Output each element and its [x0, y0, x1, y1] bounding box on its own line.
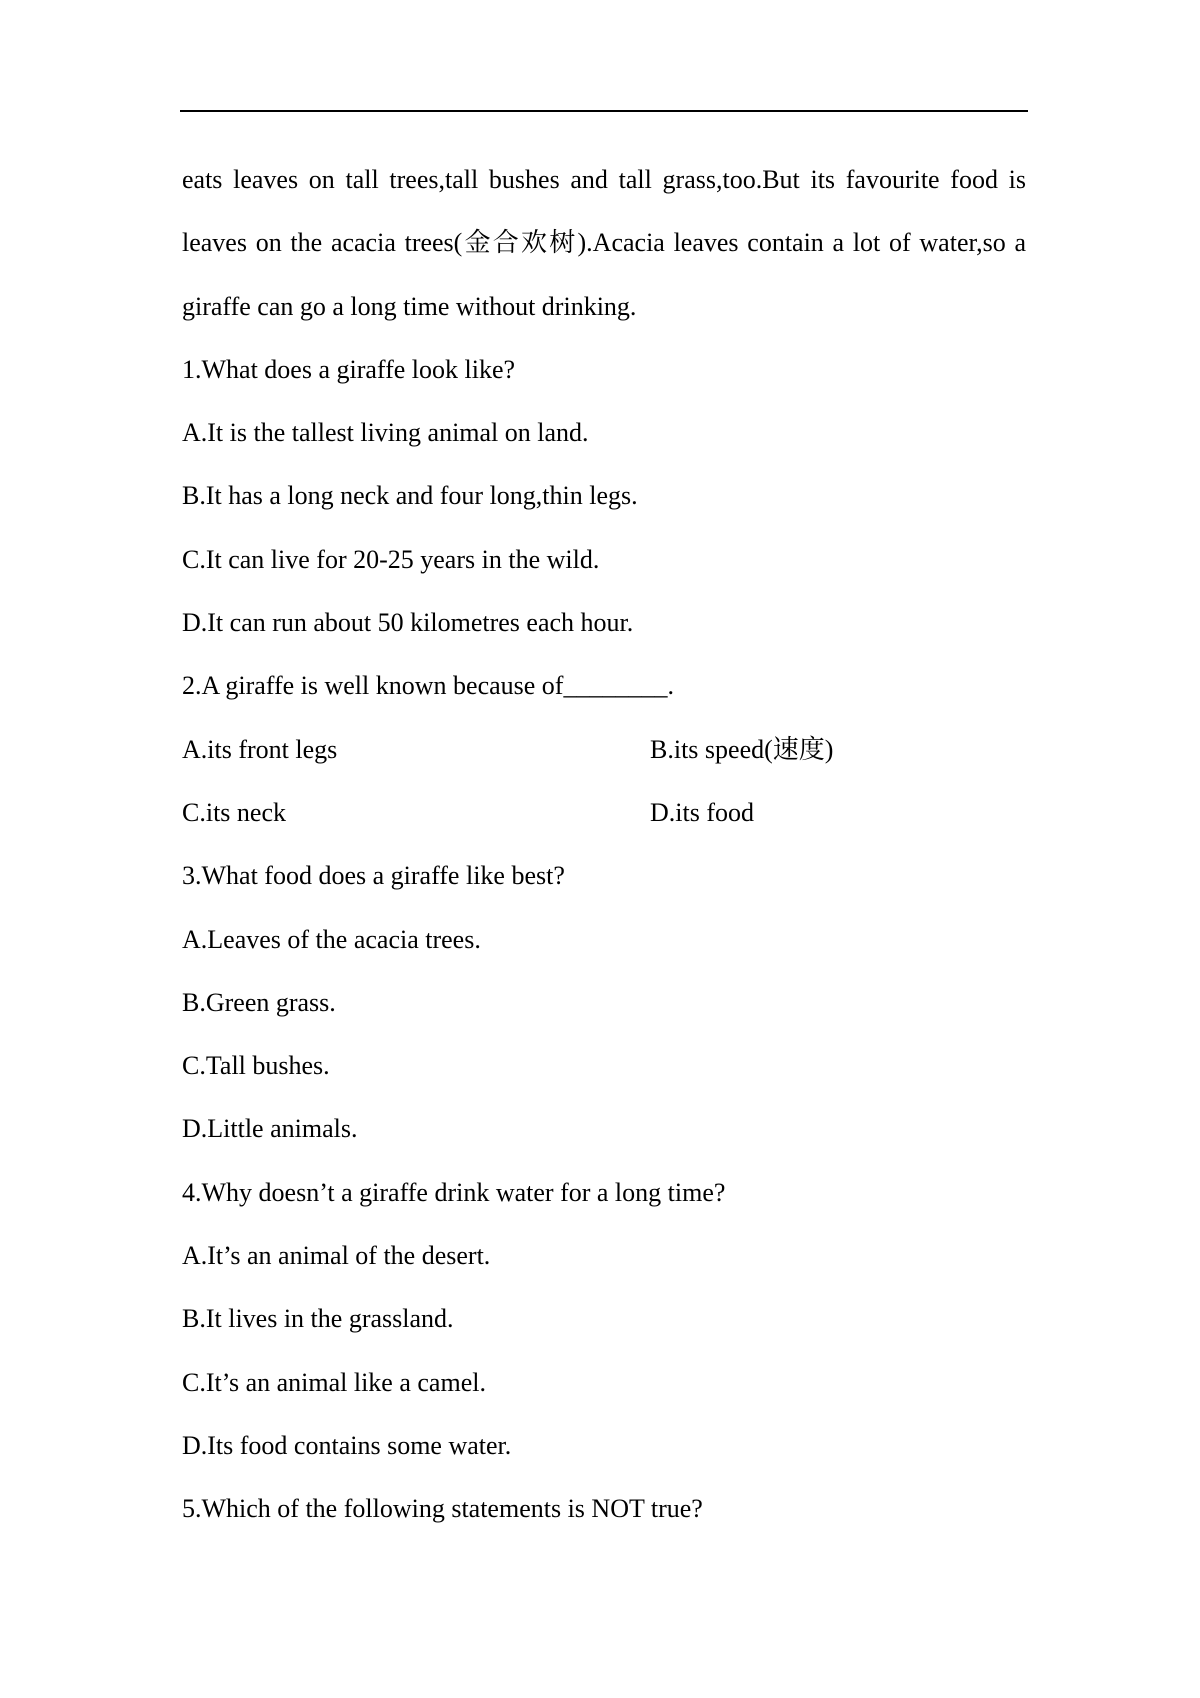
question-2-option-a: A.its front legs — [182, 734, 338, 764]
question-3-option-c: C.Tall bushes. — [182, 1051, 330, 1081]
question-3-option-b: B.Green grass. — [182, 987, 336, 1017]
question-5-stem: 5.Which of the following statements is NOT true? — [182, 1494, 703, 1524]
passage-text: eats leaves on tall trees,tall bushes and tall grass,too.But its favourite food is leaves on the acacia trees(金合欢树).Acacia leaves contain a lot of water,so a giraffe can go a long time without drinking. — [182, 165, 1026, 321]
question-4-option-d: D.Its food contains some water. — [182, 1430, 512, 1460]
question-1-stem: 1.What does a giraffe look like? — [182, 354, 516, 384]
question-1-option-a: A.It is the tallest living animal on land. — [182, 418, 589, 448]
question-1-option-d: D.It can run about 50 kilometres each hour. — [182, 608, 634, 638]
question-2-options-row-1 — [182, 718, 1026, 781]
question-2-stem: 2.A giraffe is well known because of________. — [182, 671, 674, 701]
question-3-option-d: D.Little animals. — [182, 1114, 358, 1144]
question-4-option-b: B.It lives in the grassland. — [182, 1304, 454, 1334]
question-3-stem: 3.What food does a giraffe like best? — [182, 861, 565, 891]
question-2-option-b: B.its speed(速度) — [650, 734, 834, 764]
question-3-option-a: A.Leaves of the acacia trees. — [182, 924, 481, 954]
question-4-stem: 4.Why doesn’t a giraffe drink water for a long time? — [182, 1177, 726, 1207]
question-2-option-d: D.its food — [650, 797, 754, 827]
question-1-option-b: B.It has a long neck and four long,thin legs. — [182, 481, 638, 511]
question-1-option-c: C.It can live for 20-25 years in the wild. — [182, 544, 600, 574]
question-2-options-row-2 — [182, 781, 1026, 844]
question-4-option-a: A.It’s an animal of the desert. — [182, 1241, 491, 1271]
header-rule — [180, 110, 1028, 112]
document-content — [182, 148, 1026, 1541]
question-4-option-c: C.It’s an animal like a camel. — [182, 1367, 486, 1397]
question-2-option-c: C.its neck — [182, 797, 286, 827]
